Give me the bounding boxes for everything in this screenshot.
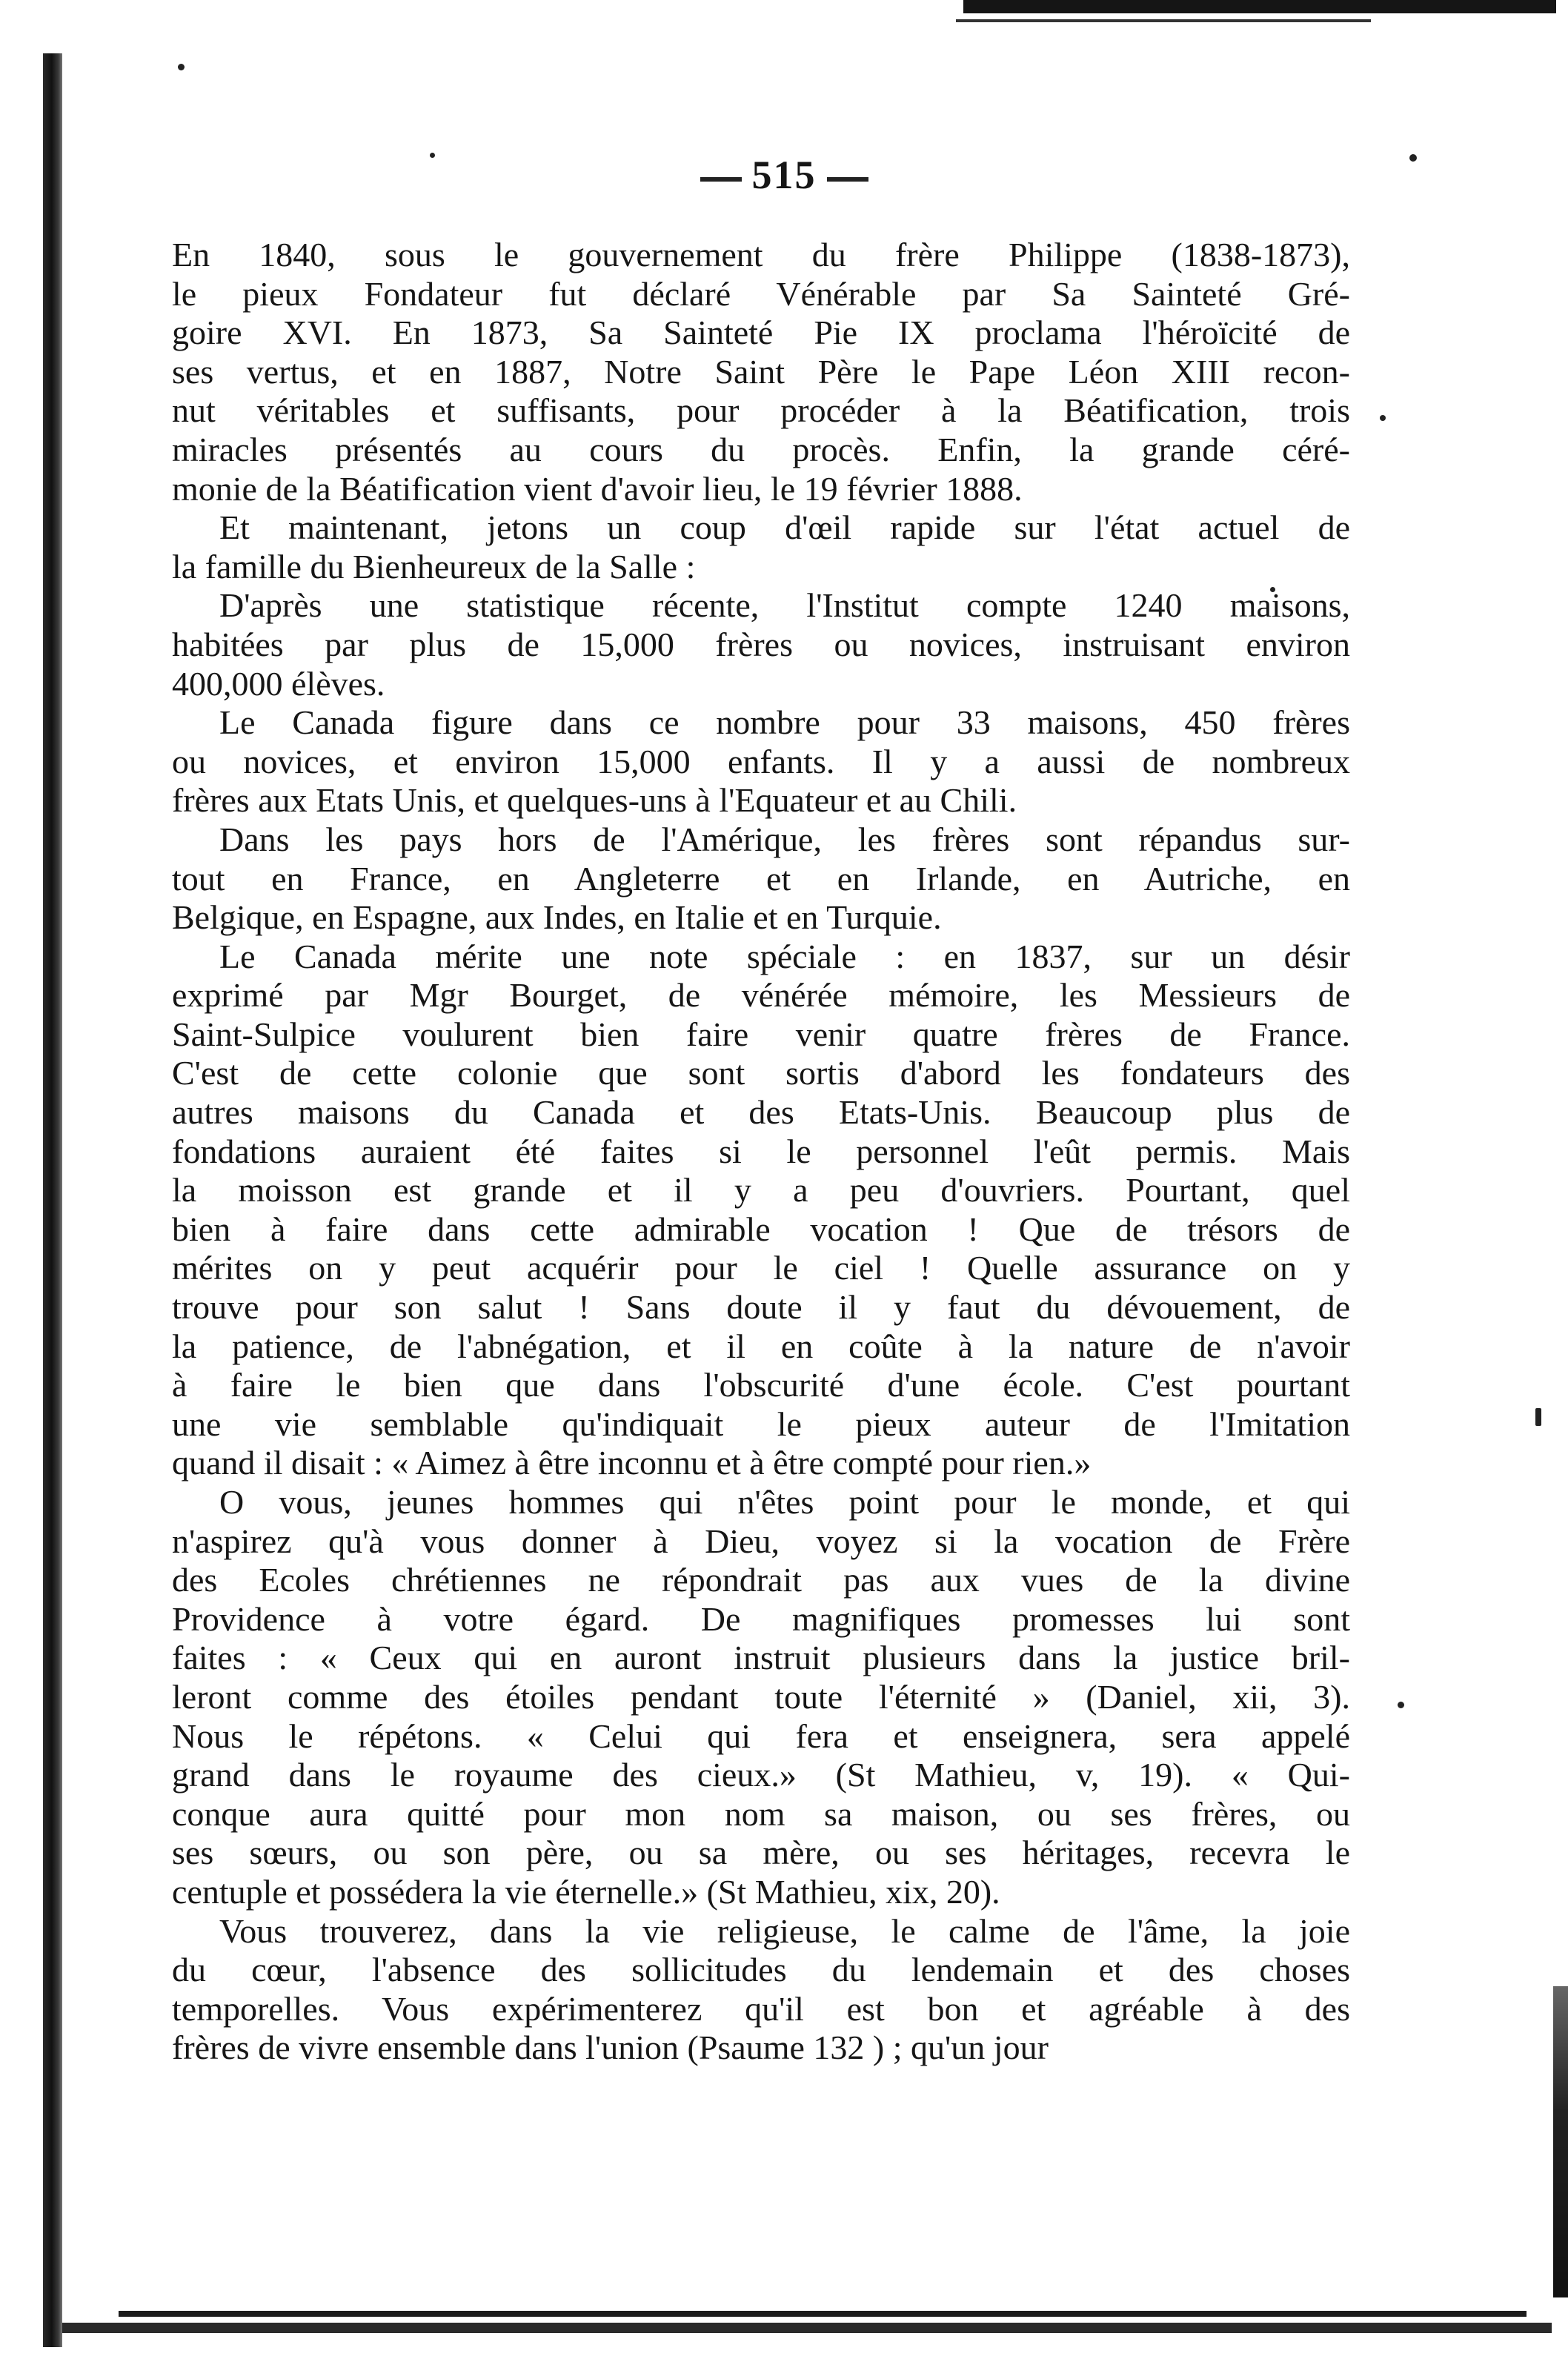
text-line: le pieux Fondateur fut déclaré Vénérable par Sa Sainteté Gré- — [172, 274, 1350, 313]
text-line: centuple et possédera la vie éternelle.» (St Mathieu, xix, 20). — [172, 1872, 1000, 1911]
text-line: mérites on y peut acquérir pour le ciel ! Quelle assurance on y — [172, 1249, 1350, 1287]
text-line: conque aura quitté pour mon nom sa maison, ou ses frères, ou — [172, 1794, 1350, 1833]
text-line: du cœur, l'absence des sollicitudes du lendemain et des choses — [172, 1951, 1350, 1989]
text-line: D'après une statistique récente, l'Institut compte 1240 maisons, — [219, 586, 1350, 625]
text-line: bien à faire dans cette admirable vocation ! Que de trésors de — [172, 1210, 1350, 1248]
text-line: ses sœurs, ou son père, ou sa mère, ou ses héritages, recevra le — [172, 1834, 1350, 1872]
text-line: Et maintenant, jetons un coup d'œil rapide sur l'état actuel de — [219, 508, 1350, 547]
scan-bottom-border — [62, 2323, 1552, 2333]
text-line: ou novices, et environ 15,000 enfants. Il y a aussi de nombreux — [172, 742, 1350, 780]
scan-top-line — [956, 19, 1371, 22]
text-line: ses vertus, et en 1887, Notre Saint Père le Pape Léon XIII recon- — [172, 352, 1350, 391]
text-line: Providence à votre égard. De magnifiques promesses lui sont — [172, 1599, 1350, 1638]
text-line: autres maisons du Canada et des Etats-Unis. Beaucoup plus de — [172, 1093, 1350, 1132]
scan-top-border — [963, 0, 1556, 13]
text-line: à faire le bien que dans l'obscurité d'une école. C'est pourtant — [172, 1366, 1350, 1404]
text-line: nut véritables et suffisants, pour procéder à la Béatification, trois — [172, 391, 1350, 430]
text-line: miracles présentés au cours du procès. Enfin, la grande céré- — [172, 430, 1350, 468]
scan-bottom-line — [119, 2311, 1527, 2317]
page-number — [0, 152, 1568, 198]
text-line: la moisson est grande et il y a peu d'ouvriers. Pourtant, quel — [172, 1171, 1350, 1210]
page-number-text: 515 — [751, 153, 817, 197]
text-line: temporelles. Vous expérimenterez qu'il est bon et agréable à des — [172, 1989, 1350, 2028]
text-line: la patience, de l'abnégation, et il en coûte à la nature de n'avoir — [172, 1327, 1350, 1365]
scan-left-border — [43, 53, 62, 2347]
text-line: une vie semblable qu'indiquait le pieux auteur de l'Imitation — [172, 1404, 1350, 1443]
text-line: Nous le répétons. « Celui qui fera et enseignera, sera appelé — [172, 1716, 1350, 1755]
text-line: monie de la Béatification vient d'avoir lieu, le 19 février 1888. — [172, 469, 1023, 508]
text-line: Belgique, en Espagne, aux Indes, en Italie et en Turquie. — [172, 898, 942, 937]
text-line: Le Canada mérite une note spéciale : en 1837, sur un désir — [219, 937, 1350, 975]
text-line: trouve pour son salut ! Sans doute il y faut du dévouement, de — [172, 1288, 1350, 1327]
scan-speck — [1380, 415, 1386, 421]
text-line: habitées par plus de 15,000 frères ou novices, instruisant environ — [172, 625, 1350, 663]
text-line: O vous, jeunes hommes qui n'êtes point pour le monde, et qui — [219, 1483, 1350, 1521]
scan-speck — [1398, 1702, 1404, 1708]
paragraph — [172, 508, 1350, 586]
page-number-dash-right — [827, 177, 868, 182]
paragraph — [172, 586, 1350, 703]
scan-right-border — [1553, 1986, 1568, 2297]
text-line: fondations auraient été faites si le personnel l'eût permis. Mais — [172, 1132, 1350, 1170]
paragraph — [172, 1912, 1350, 2068]
paragraph — [172, 1483, 1350, 1912]
page-number-dash-left — [700, 177, 742, 182]
text-line: goire XVI. En 1873, Sa Sainteté Pie IX proclama l'héroïcité de — [172, 313, 1350, 352]
paragraph — [172, 236, 1350, 508]
text-line: Le Canada figure dans ce nombre pour 33 maisons, 450 frères — [219, 703, 1350, 742]
text-line: faites : « Ceux qui en auront instruit plusieurs dans la justice bril- — [172, 1639, 1350, 1677]
body-text — [172, 236, 1350, 2068]
text-line: frères de vivre ensemble dans l'union (Psaume 132 ) ; qu'un jour — [172, 2028, 1049, 2067]
text-line: C'est de cette colonie que sont sortis d'abord les fondateurs des — [172, 1054, 1350, 1092]
text-line: des Ecoles chrétiennes ne répondrait pas aux vues de la divine — [172, 1561, 1350, 1599]
text-line: grand dans le royaume des cieux.» (St Mathieu, v, 19). « Qui- — [172, 1756, 1350, 1794]
text-line: En 1840, sous le gouvernement du frère Philippe (1838-1873), — [172, 236, 1350, 273]
text-line: tout en France, en Angleterre et en Irlande, en Autriche, en — [172, 859, 1350, 898]
paragraph — [172, 938, 1350, 1483]
text-line: Saint-Sulpice voulurent bien faire venir quatre frères de France. — [172, 1015, 1350, 1053]
text-line: n'aspirez qu'à vous donner à Dieu, voyez si la vocation de Frère — [172, 1522, 1350, 1560]
text-line: quand il disait : « Aimez à être inconnu et à être compté pour rien.» — [172, 1444, 1092, 1482]
text-line: 400,000 élèves. — [172, 664, 385, 703]
text-line: frères aux Etats Unis, et quelques-uns à l'Equateur et au Chili. — [172, 781, 1017, 820]
text-line: la famille du Bienheureux de la Salle : — [172, 547, 696, 585]
text-line: leront comme des étoiles pendant toute l'éternité » (Daniel, xii, 3). — [172, 1677, 1350, 1716]
text-line: Vous trouverez, dans la vie religieuse, le calme de l'âme, la joie — [219, 1911, 1350, 1950]
scan-speck — [1535, 1408, 1541, 1426]
text-line: exprimé par Mgr Bourget, de vénérée mémoire, les Messieurs de — [172, 976, 1350, 1015]
paragraph — [172, 703, 1350, 820]
scan-speck — [178, 64, 185, 70]
paragraph — [172, 820, 1350, 938]
text-line: Dans les pays hors de l'Amérique, les frères sont répandus sur- — [219, 820, 1350, 858]
